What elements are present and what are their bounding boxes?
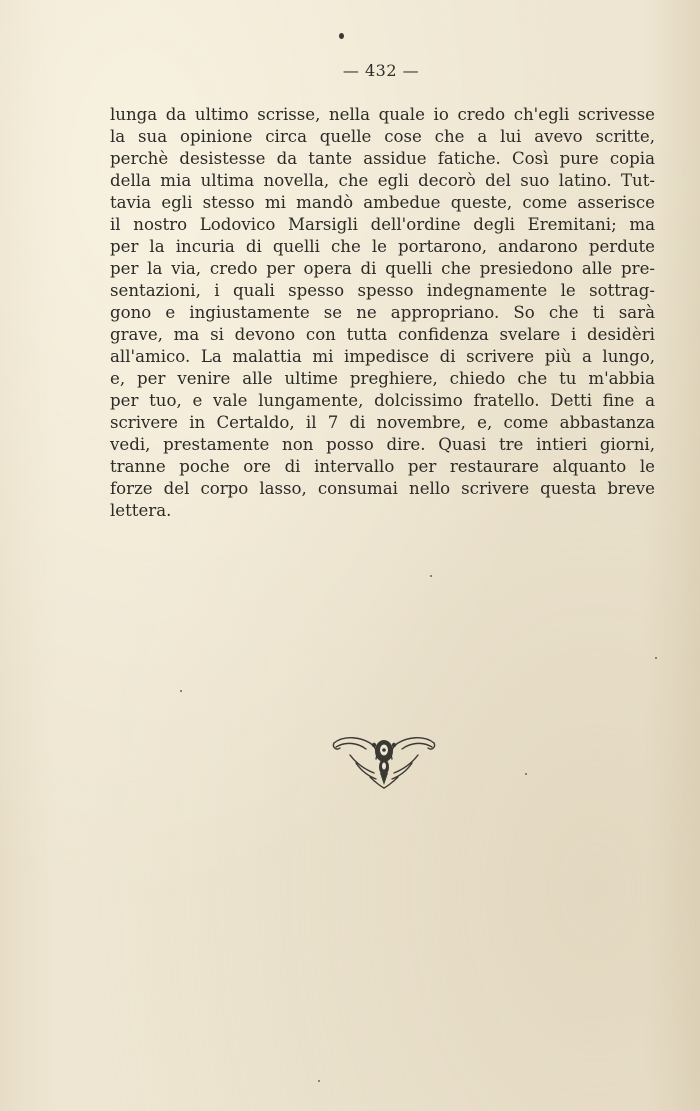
text-line: tavia egli stesso mi mandò ambedue queste, come asserisce <box>110 193 655 212</box>
text-line: tranne poche ore di intervallo per restaurare alquanto le <box>110 457 655 476</box>
text-line: lunga da ultimo scrisse, nella quale io credo ch'egli scrivesse <box>110 105 655 124</box>
paper-speck <box>655 657 657 659</box>
text-line: vedi, prestamente non posso dire. Quasi tre intieri giorni, <box>110 435 655 454</box>
ink-dot <box>339 33 344 39</box>
text-line: gono e ingiustamente se ne appropriano. So che ti sarà <box>110 303 655 322</box>
text-line: sentazioni, i quali spesso spesso indegnamente le sottrag- <box>110 281 655 300</box>
text-line-last: lettera. <box>110 501 172 520</box>
text-line: della mia ultima novella, che egli decorò del suo latino. Tut- <box>110 171 655 190</box>
text-line: il nostro Lodovico Marsigli dell'ordine degli Eremitani; ma <box>110 215 655 234</box>
floral-tailpiece-icon <box>330 733 438 789</box>
text-line: forze del corpo lasso, consumai nello scrivere questa breve <box>110 479 655 498</box>
text-line: per la incuria di quelli che le portarono, andarono perdute <box>110 237 655 256</box>
text-line: per tuo, e vale lungamente, dolcissimo fratello. Detti fine a <box>110 391 655 410</box>
text-line: perchè desistesse da tante assidue fatiche. Così pure copia <box>110 149 655 168</box>
text-line: e, per venire alle ultime preghiere, chiedo che tu m'abbia <box>110 369 655 388</box>
text-line: all'amico. La malattia mi impedisce di scrivere più a lungo, <box>110 347 655 366</box>
text-line: scrivere in Certaldo, il 7 di novembre, e, come abbastanza <box>110 413 655 432</box>
paper-speck <box>318 1080 320 1082</box>
text-line: per la via, credo per opera di quelli che presiedono alle pre- <box>110 259 655 278</box>
page-number: — 432 — <box>342 61 420 80</box>
text-line: la sua opinione circa quelle cose che a lui avevo scritte, <box>110 127 655 146</box>
paper-speck <box>180 690 182 692</box>
text-line: grave, ma si devono con tutta confidenza svelare i desidèri <box>110 325 655 344</box>
paper-speck <box>525 773 527 775</box>
paper-speck <box>430 575 432 577</box>
body-text <box>110 104 655 522</box>
